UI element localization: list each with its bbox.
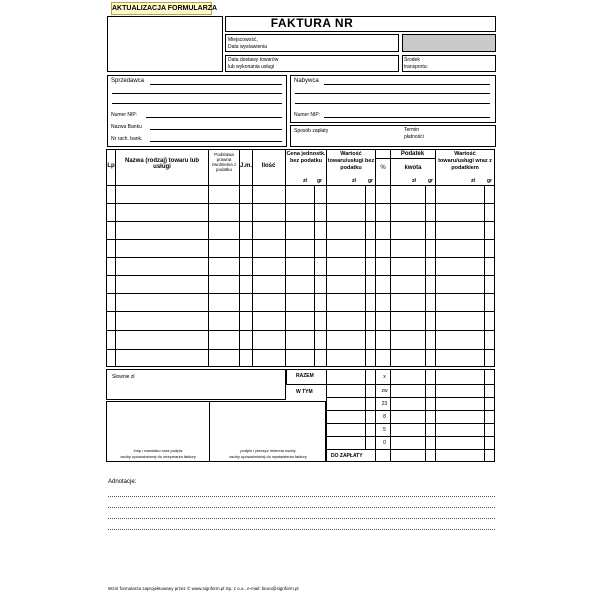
- seller-nip-line: [146, 117, 282, 118]
- signature-receiver-label: osoby upoważnionej do otrzymania faktury: [120, 454, 196, 459]
- signature-issuer-top: podpis i pieczęć imienna osoby: [240, 448, 296, 453]
- seller-line-3: [112, 103, 282, 104]
- col-price-header: Cena jednostk. bez podatku: [286, 151, 326, 164]
- rate-5: 5: [383, 427, 386, 433]
- price-gr-label: gr: [317, 178, 322, 184]
- notes-line-2[interactable]: [108, 507, 495, 508]
- transport-label-2: transportu:: [404, 64, 428, 70]
- col-gross-header: Wartość towaru/usługi wraz z podatkiem: [438, 151, 492, 171]
- invoice-title: FAKTURA NR: [270, 16, 354, 30]
- seller-account-label: Nr rach. bank.: [111, 136, 143, 142]
- signature-receiver-top: imię i nazwisko oraz podpis: [133, 448, 183, 453]
- tax-gr-label: gr: [428, 178, 433, 184]
- notes-line-1[interactable]: [108, 496, 495, 497]
- price-zl-label: zł: [303, 178, 307, 184]
- seller-title: Sprzedawca: [111, 78, 145, 84]
- total-label: RAZEM: [296, 373, 314, 379]
- value-gr-label: gr: [368, 178, 373, 184]
- table-row[interactable]: [107, 311, 494, 312]
- update-form-button[interactable]: AKTUALIZACJA FORMULARZA: [111, 2, 212, 15]
- table-row[interactable]: [107, 239, 494, 240]
- table-row[interactable]: [107, 185, 494, 186]
- buyer-line-3: [295, 103, 490, 104]
- buyer-box[interactable]: [290, 75, 496, 123]
- buyer-title: Nabywca: [294, 78, 319, 84]
- table-row[interactable]: [107, 275, 494, 276]
- including-label: W TYM: [296, 389, 313, 395]
- table-row[interactable]: [107, 203, 494, 204]
- col-qty-header: Ilość: [261, 163, 276, 169]
- rate-zw: zw: [381, 388, 388, 394]
- table-row[interactable]: [107, 349, 494, 350]
- col-percent-header: %: [380, 165, 386, 171]
- col-tax-amount-header: kwota: [404, 165, 422, 171]
- due-label-1: Termin: [404, 127, 420, 133]
- delivery-label-1: Data dostawy towarów: [228, 57, 279, 63]
- table-row[interactable]: [107, 257, 494, 258]
- seller-bank-label: Nazwa Banku: [111, 124, 142, 130]
- issue-date-label: Data wystawienia: [228, 44, 267, 50]
- rate-8: 8: [383, 414, 386, 420]
- gross-zl-label: zł: [471, 178, 475, 184]
- col-name-header: Nazwa (rodzaj) towaru lub usługi: [124, 158, 199, 170]
- tax-zl-label: zł: [412, 178, 416, 184]
- buyer-nip-line: [324, 117, 490, 118]
- logo-box: [107, 16, 223, 72]
- notes-label: Adnotacje:: [108, 479, 137, 485]
- notes-line-4[interactable]: [108, 529, 495, 530]
- rate-23: 23: [381, 401, 388, 407]
- payment-method-label: Sposób zapłaty: [294, 128, 329, 134]
- seller-line-2: [112, 93, 282, 94]
- col-tax-group-header: Podatek: [400, 151, 425, 157]
- to-pay-label: DO ZAPŁATY: [331, 453, 363, 459]
- transport-label-1: Środek: [404, 57, 420, 63]
- table-row[interactable]: [107, 293, 494, 294]
- notes-line-3[interactable]: [108, 518, 495, 519]
- buyer-line-2: [295, 93, 490, 94]
- col-unit-header: J.m.: [239, 163, 252, 169]
- due-label-2: płatności: [404, 134, 424, 140]
- seller-bank-line: [150, 129, 282, 130]
- delivery-label-2: lub wykonania usługi: [228, 64, 275, 70]
- footer-text: Wzór formularza zaprojektowany przez © www.signform.pl Sp. z o.o., e-mail: biuro@signform.pl: [108, 586, 299, 591]
- rate-0: 0: [383, 440, 386, 446]
- place-label: Miejscowość,: [228, 37, 258, 43]
- seller-line-1: [150, 84, 282, 85]
- items-table[interactable]: [106, 149, 495, 367]
- rate-x: x: [383, 374, 386, 380]
- gross-gr-label: gr: [487, 178, 492, 184]
- seller-account-line: [150, 141, 282, 142]
- value-zl-label: zł: [352, 178, 356, 184]
- table-row[interactable]: [107, 221, 494, 222]
- seller-nip-label: Numer NIP:: [111, 112, 138, 118]
- col-exempt-header: Podstawa prawna zwolnienia z podatku: [211, 152, 237, 172]
- signature-issuer-label: osoby upoważnionej do wystawienia faktury: [229, 454, 307, 459]
- buyer-nip-label: Numer NIP:: [294, 112, 321, 118]
- buyer-line-1: [324, 84, 490, 85]
- table-row[interactable]: [107, 330, 494, 331]
- col-lp-header: Lp: [107, 163, 115, 169]
- issue-date-field[interactable]: [402, 34, 496, 52]
- col-value-header: Wartość towaru/usługi bez podatku: [327, 151, 375, 171]
- words-label: Słownie zł: [112, 374, 135, 380]
